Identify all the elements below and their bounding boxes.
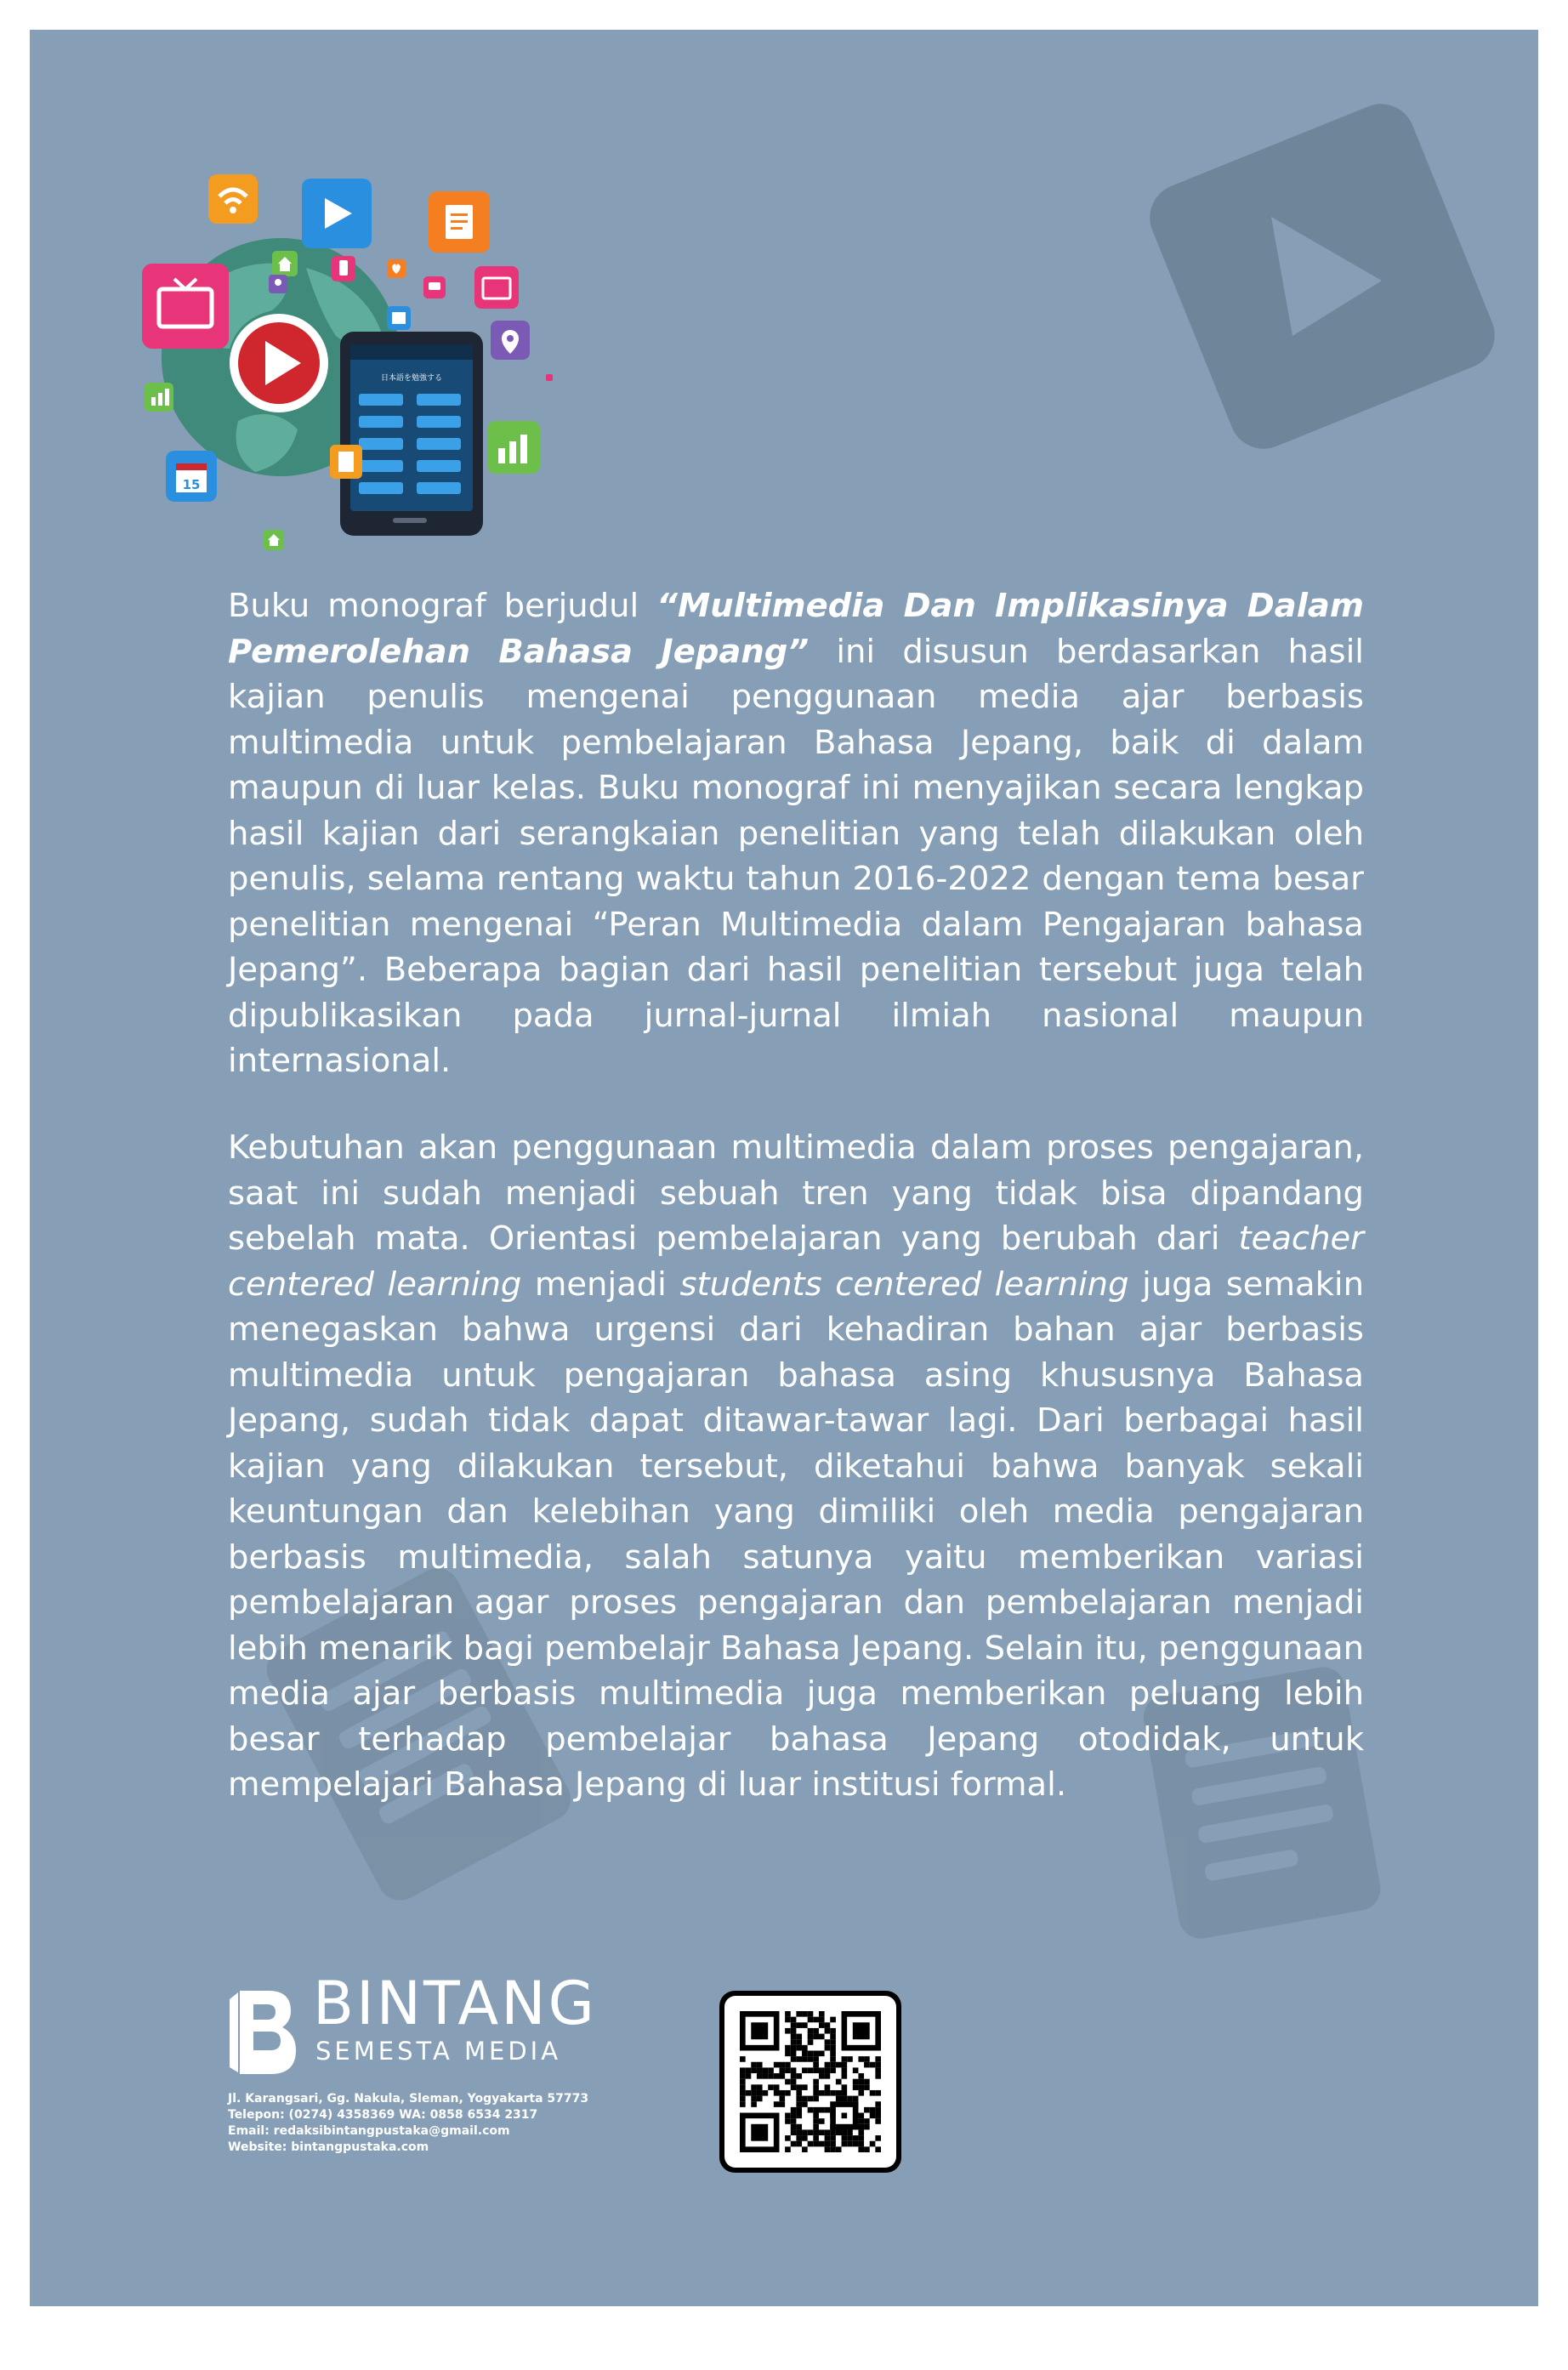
- paragraph-1: [228, 583, 1364, 1084]
- paragraph-2-part-a: Kebutuhan akan penggunaan multimedia dalam proses pengajaran, saat ini sudah menjadi sebuah tren yang tidak bisa dipandang sebelah mata. Orientasi pembelajaran yang berubah dari: [228, 1128, 1364, 1258]
- wifi-icon: [208, 174, 258, 224]
- video-play-icon: [302, 179, 372, 248]
- location-pin-icon: [269, 275, 287, 293]
- phone-header: 日本語を勉強する: [380, 374, 443, 383]
- chat-icon: [423, 276, 446, 298]
- paragraph-1-lead: Buku monograf berjudul: [228, 587, 657, 625]
- paragraph-2-part-c: juga semakin menegaskan bahwa urgensi dari kehadiran bahan ajar berbasis multimedia untuk pengajaran bahasa asing khususnya Bahasa Jepang, sudah tidak dapat ditawar-tawar lagi. Dari berbagai hasil kajian yang dilakukan tersebut, diketahui bahwa banyak sekali keuntungan dan kelebihan yang dimiliki oleh media pengajaran berbasis multimedia, salah satunya yaitu memberikan variasi pembelajaran agar proses pengajaran dan pembelajaran menjadi lebih menarik bagi pembelajr Bahasa Jepang. Selain itu, penggunaan media ajar berbasis multimedia juga memberikan peluang lebih besar terhadap pembelajar bahasa Jepang otodidak, untuk mempelajari Bahasa Jepang di luar institusi formal.: [228, 1265, 1364, 1804]
- calendar-icon: [387, 306, 411, 330]
- tv-icon: [474, 266, 519, 309]
- paragraph-1-body: ini disusun berdasarkan hasil kajian penulis mengenai penggunaan media ajar berbasis multimedia untuk pembelajaran Bahasa Jepang, baik di dalam maupun di luar kelas. Buku monograf ini menyajikan secara lengkap hasil kajian dari serangkaian penelitian yang telah dilakukan oleh penulis, selama rentang waktu tahun 2016-2022 dengan tema besar penelitian mengenai “Peran Multimedia dalam Pengajaran bahasa Jepang”. Beberapa bagian dari hasil penelitian tersebut juga telah dipublikasikan pada jurnal-jurnal ilmiah nasional maupun internasional.: [228, 632, 1364, 1080]
- paragraph-2: [228, 1125, 1364, 1808]
- publisher-logo-icon: [228, 1986, 299, 2079]
- play-watermark-icon: [1122, 89, 1531, 463]
- qr-code-pattern: [740, 2011, 881, 2152]
- book-title: “Multimedia Dan Implikasinya Dalam Pemerolehan Bahasa Jepang”: [228, 587, 1364, 671]
- publisher-website: Website: bintangpustaka.com: [228, 2140, 429, 2154]
- calendar-number: 15: [182, 477, 201, 492]
- italic-term-students: students centered learning: [679, 1265, 1129, 1304]
- multimedia-illustration: [111, 140, 553, 557]
- home-icon: [272, 251, 298, 276]
- publisher-address: Jl. Karangsari, Gg. Nakula, Sleman, Yogyakarta 57773: [228, 2092, 589, 2106]
- paragraph-2-part-b: menjadi: [521, 1265, 680, 1304]
- publisher-phone: Telepon: (0274) 4358369 WA: 0858 6534 2317: [228, 2108, 538, 2122]
- smartphone-icon: [340, 332, 483, 536]
- qr-code: [719, 1991, 901, 2173]
- smartphone-icon: [332, 256, 355, 281]
- calendar-icon: [166, 451, 217, 502]
- publisher-email: Email: redaksibintangpustaka@gmail.com: [228, 2124, 510, 2138]
- home-icon: [264, 530, 284, 550]
- location-pin-icon: [491, 321, 530, 360]
- chart-icon: [145, 383, 173, 412]
- back-cover: [30, 30, 1538, 2306]
- video-play-icon: [230, 314, 328, 412]
- publisher-name: BINTANG: [313, 1969, 597, 2038]
- chat-icon: [546, 374, 553, 381]
- document-icon: [429, 191, 490, 253]
- document-icon: [330, 445, 362, 479]
- heart-icon: [387, 259, 406, 278]
- tv-icon: [142, 264, 229, 349]
- italic-term-teacher: teacher centered learning: [228, 1219, 1364, 1304]
- chart-icon: [487, 421, 540, 474]
- publisher-subtitle: SEMESTA MEDIA: [315, 2037, 562, 2066]
